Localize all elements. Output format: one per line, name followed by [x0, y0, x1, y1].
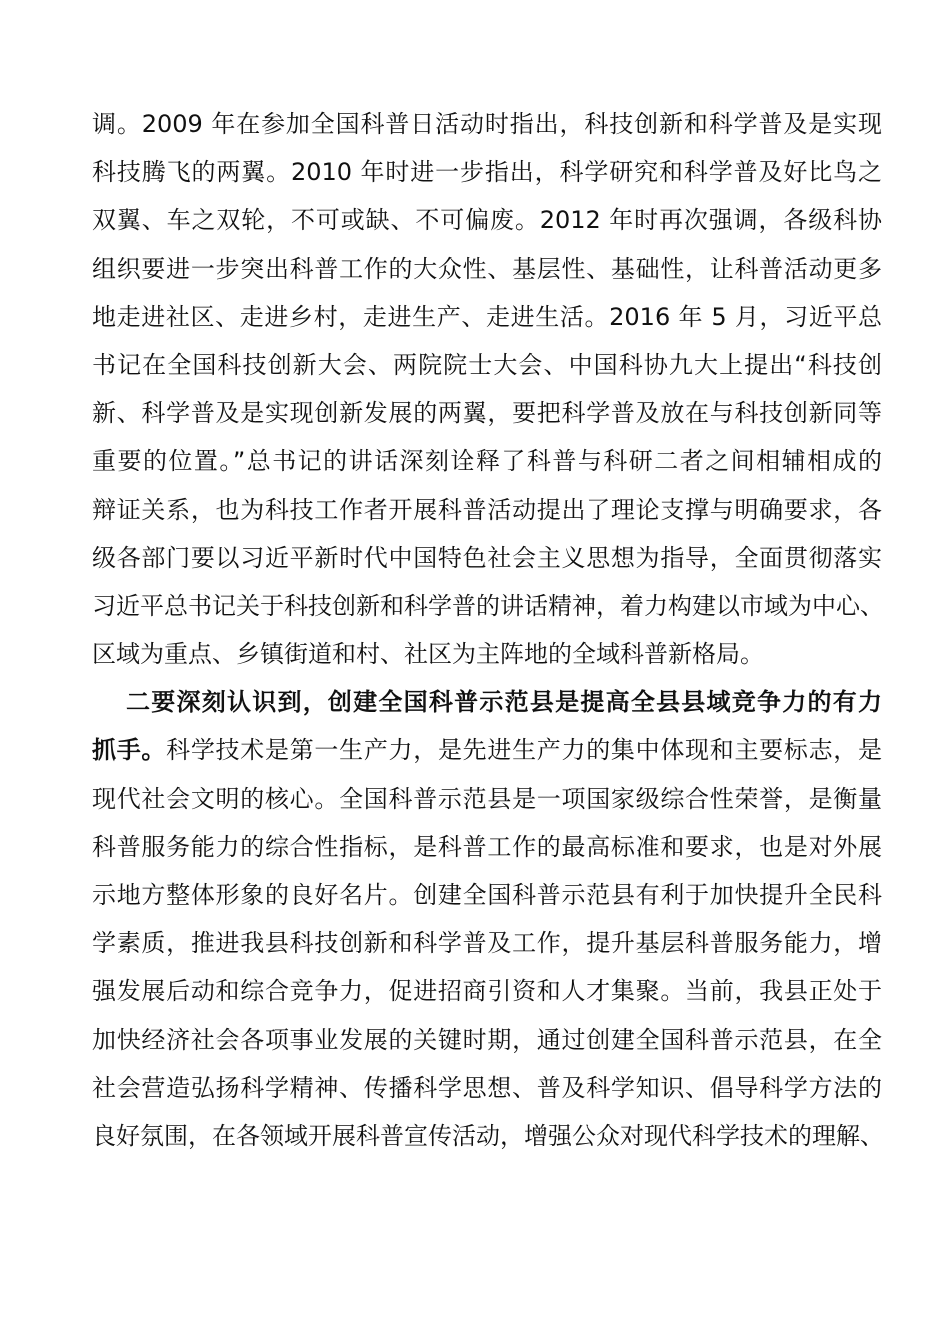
section-heading-end: 抓手。 [92, 736, 167, 765]
text-line: 学素质，推进我县科技创新和科学普及工作，提升基层科普服务能力，增 [92, 929, 882, 958]
text-line: 示地方整体形象的良好名片。创建全国科普示范县有利于加快提升全民科 [92, 881, 882, 909]
paragraph-2 [92, 678, 882, 1160]
text-line: 区域为重点、乡镇街道和村、社区为主阵地的全域科普新格局。 [92, 640, 764, 669]
text-line: 强发展后动和综合竞争力，促进招商引资和人才集聚。当前，我县正处于 [92, 977, 882, 1006]
text-line-rest: 科学技术是第一生产力，是先进生产力的集中体现和主要标志，是 [166, 736, 883, 765]
text-line: 书记在全国科技创新大会、两院院士大会、中国科协九大上提出“科技创 [92, 350, 882, 379]
text-line: 良好氛围，在各领域开展科普宣传活动，增强公众对现代科学技术的理解、 [92, 1121, 884, 1150]
text-line: 辩证关系，也为科技工作者开展科普活动提出了理论支撑与明确要求，各 [92, 495, 882, 524]
paragraph-1 [92, 100, 882, 678]
text-line: 现代社会文明的核心。全国科普示范县是一项国家级综合性荣誉，是衡量 [92, 784, 882, 813]
text-line: 地走进社区、走进乡村，走进生产、走进生活。2016 年 5 月，习近平总 [92, 302, 882, 331]
text-line: 双翼、车之双轮，不可或缺、不可偏废。2012 年时再次强调，各级科协 [92, 206, 882, 235]
body-text [92, 100, 882, 1160]
text-line: 加快经济社会各项事业发展的关键时期，通过创建全国科普示范县，在全 [92, 1025, 882, 1054]
text-line: 新、科学普及是实现创新发展的两翼，要把科学普及放在与科技创新同等 [92, 399, 882, 428]
text-line: 科技腾飞的两翼。2010 年时进一步指出，科学研究和科学普及好比鸟之 [92, 158, 882, 187]
section-heading: 二要深刻认识到，创建全国科普示范县是提高全县县域竞争力的有力 [126, 688, 882, 717]
text-line: 科普服务能力的综合性指标，是科普工作的最高标准和要求，也是对外展 [92, 832, 882, 861]
text-line: 组织要进一步突出科普工作的大众性、基层性、基础性，让科普活动更多 [92, 254, 882, 283]
text-line: 重要的位置。”总书记的讲话深刻诠释了科普与科研二者之间相辅相成的 [92, 447, 882, 476]
text-line [92, 726, 882, 774]
text-line: 级各部门要以习近平新时代中国特色社会主义思想为指导，全面贯彻落实 [92, 543, 882, 572]
text-line: 社会营造弘扬科学精神、传播科学思想、普及科学知识、倡导科学方法的 [92, 1073, 882, 1102]
text-line: 调。2009 年在参加全国科普日活动时指出，科技创新和科学普及是实现 [92, 110, 882, 138]
text-line: 习近平总书记关于科技创新和科学普的讲话精神，着力构建以市域为中心、 [92, 591, 884, 620]
